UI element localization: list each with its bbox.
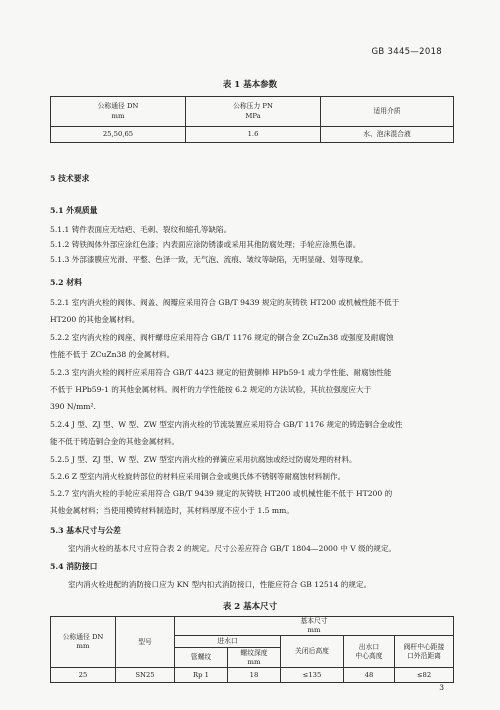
paragraph-5-1-3: 5.1.3 外部漆膜应光滑、平整、色泽一致，无气泡、流痕、皱纹等缺陷，无明显碰、划等现象。: [50, 255, 368, 264]
table2-header-outlet-sub: 中心高度: [355, 651, 383, 660]
table-row: [51, 668, 454, 683]
table2-header-basic-size-label: 基本尺寸: [300, 617, 328, 625]
table2-cell-stem-distance: ≤82: [395, 668, 454, 683]
paragraph-5-2-2-line2: 性能不低于 ZCuZn38 的金属材料。: [50, 350, 175, 359]
table2-header-stem-distance: [395, 636, 454, 668]
table1-header-dn: [51, 97, 186, 127]
table2-header-basic-size-unit: mm: [307, 626, 321, 635]
table1-caption: 表 1 基本参数: [222, 80, 278, 90]
table2-cell-closed-height: ≤135: [281, 668, 344, 683]
paragraph-5-2-3-line3: 390 N/mm².: [50, 402, 96, 411]
table2-basic-dimensions: [50, 616, 454, 683]
paragraph-5-2-5: 5.2.5 J 型、ZJ 型、W 型、ZW 型室内消火栓的弹簧应采用抗腐蚀或经过防腐处理的材料。: [50, 455, 357, 464]
table1-cell-dn: 25,50,65: [51, 127, 186, 143]
table2-header-thread-depth-label: 螺纹深度: [240, 648, 268, 657]
table2-header-dn-label: 公称通径 DN: [62, 633, 104, 641]
section-5-4-title: 5.4 消防接口: [50, 562, 98, 571]
table2-header-thread-depth: [228, 648, 281, 668]
paragraph-5-2-3-line1: 5.2.3 室内消火栓的阀杆应采用符合 GB/T 4423 规定的铅黄铜棒 HPb59-1 或力学性能、耐腐蚀性能: [50, 368, 392, 377]
paragraph-5-1-2: 5.1.2 铸铁阀体外部应涂红色漆；内表面应涂防锈漆或采用其他防腐处理；手轮应涂黑色漆。: [50, 240, 361, 249]
paragraph-5-3: 室内消火栓的基本尺寸应符合表 2 的规定。尺寸公差应符合 GB/T 1804—2000 中 V 级的规定。: [68, 544, 397, 553]
table1-header-dn-label: 公称通径 DN: [97, 102, 139, 111]
table2-header-inlet: 进水口: [175, 636, 281, 648]
table2-header-closed-height: 关闭后高度: [281, 636, 344, 668]
table2-header-pipe-thread: 管螺纹: [175, 648, 228, 668]
table1-header-medium: 适用介质: [321, 97, 454, 127]
table2-header-dn: [51, 617, 116, 668]
table2-cell-thread-depth: 18: [228, 668, 281, 683]
paragraph-5-4: 室内消火栓进配的消防接口应为 KN 型内扣式消防接口，性能应符合 GB 12514 的规定。: [68, 580, 372, 589]
standard-code: GB 3445—2018: [371, 47, 442, 57]
table2-header-stem-line1: 阀杆中心距接: [403, 642, 445, 651]
table1-cell-pn: 1.6: [186, 127, 321, 143]
paragraph-5-2-4-line1: 5.2.4 J 型、ZJ 型、W 型、ZW 型室内消火栓的节流装置应采用符合 GB/T 1176 规定的铸造铜合金或性: [50, 420, 403, 429]
paragraph-5-2-7-line2: 其他金属材料；当使用模铸材料制造时，其材料厚度不应小于 1.5 mm。: [50, 506, 294, 515]
paragraph-5-2-7-line1: 5.2.7 室内消火栓的手轮应采用符合 GB/T 9439 规定的灰铸铁 HT200 或机械性能不低于 HT200 的: [50, 489, 393, 498]
paragraph-5-2-6: 5.2.6 Z 型室内消火栓旋转部位的材料应采用铜合金或奥氏体不锈钢等耐腐蚀材料制作。: [50, 472, 346, 481]
page-number: 3: [439, 683, 444, 692]
section-5-title: 5 技术要求: [50, 174, 90, 183]
table2-header-outlet-label: 出水口: [358, 642, 380, 651]
paragraph-5-2-1-line2: HT200 的其他金属材料。: [50, 315, 140, 324]
section-5-1-title: 5.1 外观质量: [50, 206, 98, 215]
table-row: [51, 127, 454, 143]
table1-header-pn-unit: MPa: [245, 111, 261, 120]
table2-header-model: 型号: [116, 617, 175, 668]
table1-header-pn: [186, 97, 321, 127]
paragraph-5-2-3-line2: 不低于 HPb59-1 的其他金属材料。阀杆的力学性能按 6.2 规定的方法试验，其抗拉强度应大于: [50, 385, 372, 394]
table2-header-basic-size: [175, 617, 454, 636]
table1-cell-medium: 水、泡沫混合液: [321, 127, 454, 143]
table2-cell-dn: 25: [51, 668, 116, 683]
paragraph-5-2-2-line1: 5.2.2 室内消火栓的阀座、阀杆螺母应采用符合 GB/T 1176 规定的铜合金 ZCuZn38 或强度及耐腐蚀: [50, 333, 394, 342]
section-5-2-title: 5.2 材料: [50, 278, 82, 287]
table1-basic-parameters: [50, 96, 454, 143]
table2-header-dn-unit: mm: [76, 642, 90, 651]
table2-cell-outlet-height: 48: [344, 668, 395, 683]
paragraph-5-2-1-line1: 5.2.1 室内消火栓的阀体、阀盖、阀瓣应采用符合 GB/T 9439 规定的灰铸铁 HT200 或机械性能不低于: [50, 298, 400, 307]
table1-header-dn-unit: mm: [111, 111, 125, 120]
table1-header-pn-label: 公称压力 PN: [233, 102, 273, 111]
table2-cell-pipe-thread: Rp 1: [175, 668, 228, 683]
table2-header-stem-line2: 口外沿距离: [407, 651, 441, 660]
table2-cell-model: SN25: [116, 668, 175, 683]
table2-header-outlet-height: [344, 636, 395, 668]
paragraph-5-2-4-line2: 能不低于铸造铜合金的其他金属材料。: [50, 437, 180, 446]
table2-header-thread-depth-unit: mm: [247, 657, 261, 666]
paragraph-5-1-1: 5.1.1 铸件表面应无结疤、毛刺、裂纹和缩孔等缺陷。: [50, 225, 232, 234]
section-5-3-title: 5.3 基本尺寸与公差: [50, 526, 121, 535]
table2-caption: 表 2 基本尺寸: [222, 602, 278, 612]
